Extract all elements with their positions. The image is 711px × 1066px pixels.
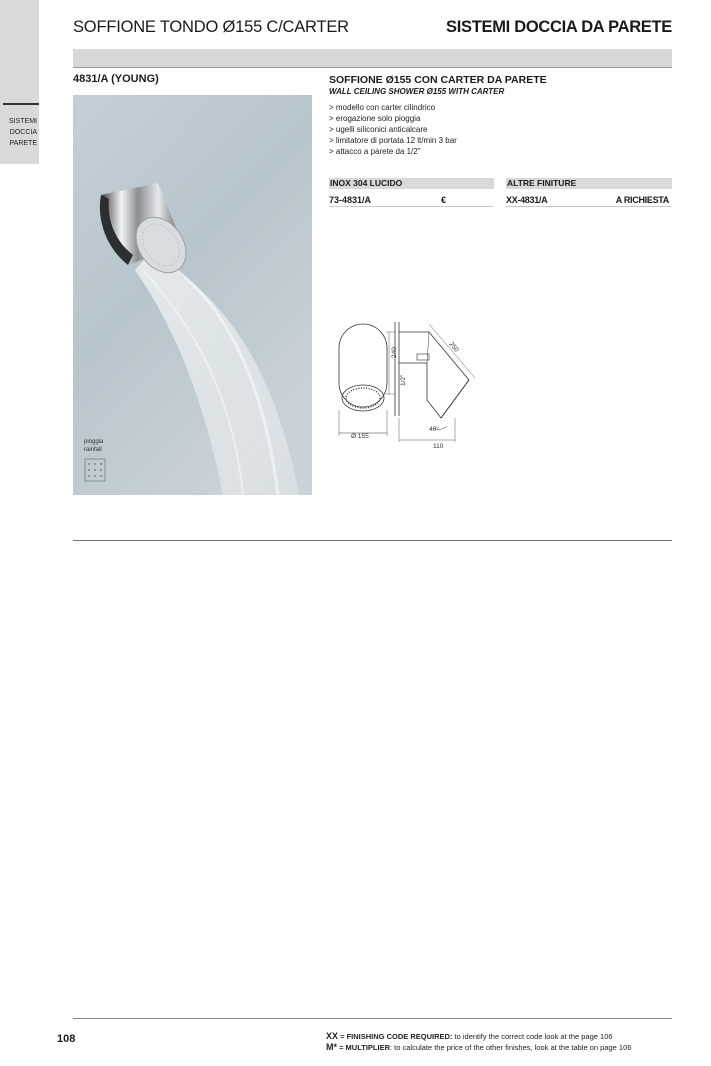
technical-drawing	[329, 318, 499, 450]
rainfall-label-en: rainfall	[84, 447, 102, 453]
xx-code: XX	[326, 1031, 339, 1041]
footer-note-xx	[326, 1031, 613, 1041]
xx-text: to identify the correct code look at the page 106	[454, 1032, 613, 1041]
finish-code-other: XX-4831/A	[506, 195, 548, 205]
product-photo	[73, 95, 312, 495]
side-tab-line: DOCCIA	[9, 129, 37, 136]
rainfall-label	[84, 438, 103, 454]
footer-note-m	[326, 1042, 631, 1052]
front-view	[339, 324, 387, 436]
finish-row-main	[329, 195, 493, 207]
page-number: 108	[57, 1033, 76, 1045]
dim-diameter: Ø 155	[351, 433, 369, 440]
dim-angle: 40°	[429, 426, 439, 433]
feature-item: > erogazione solo pioggia	[329, 114, 421, 123]
header-band	[73, 49, 672, 68]
side-tab-label	[0, 116, 39, 149]
finish-price-main: €	[441, 195, 447, 205]
side-tab-marker	[3, 103, 39, 105]
product-title: SOFFIONE Ø155 CON CARTER DA PARETE	[329, 74, 547, 86]
m-code: M*	[326, 1042, 337, 1052]
finish-price-other: A RICHIESTA	[615, 195, 669, 205]
model-name: 4831/A (YOUNG)	[73, 73, 159, 85]
dim-depth: 110	[433, 443, 444, 450]
side-tab-line: PARETE	[9, 140, 37, 147]
dim-height: 240	[391, 347, 398, 358]
finish-code-main: 73-4831/A	[329, 195, 372, 205]
dim-thread: 1/2"	[400, 374, 407, 386]
side-tab-line: SISTEMI	[8, 118, 37, 125]
page-title: SOFFIONE TONDO Ø155 C/CARTER	[73, 18, 349, 36]
m-label: = MULTIPLIER	[339, 1043, 390, 1052]
section-divider	[73, 540, 672, 541]
feature-list	[329, 102, 457, 157]
feature-item: > attacco a parete da 1/2"	[329, 147, 421, 156]
feature-item: > ugelli siliconici anticalcare	[329, 125, 428, 134]
m-text: : to calculate the price of the other finishes, look at the table on page 106	[390, 1043, 632, 1052]
dim-length: 250	[447, 340, 460, 354]
footer-divider	[73, 1018, 672, 1019]
finish-header-other: ALTRE FINITURE	[506, 178, 672, 189]
section-title: SISTEMI DOCCIA DA PARETE	[446, 18, 672, 36]
product-subtitle: WALL CEILING SHOWER Ø155 WITH CARTER	[329, 87, 505, 96]
shower-photo-illustration	[73, 95, 312, 495]
feature-item: > limitatore di portata 12 lt/min 3 bar	[329, 136, 457, 145]
rainfall-label-it: pioggia	[84, 439, 104, 445]
finish-header-main: INOX 304 LUCIDO	[329, 178, 494, 189]
xx-label: = FINISHING CODE REQUIRED:	[340, 1032, 453, 1041]
feature-item: > modello con carter cilindrico	[329, 103, 436, 112]
finish-row-other	[506, 195, 671, 207]
